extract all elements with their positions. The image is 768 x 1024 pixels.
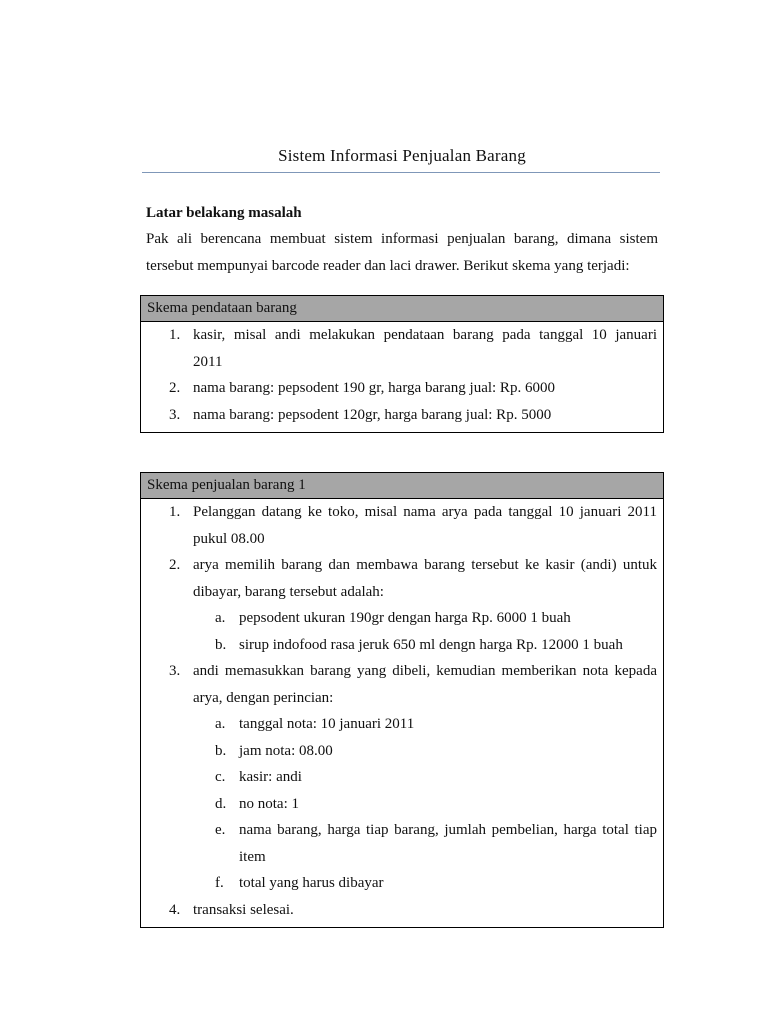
sub-list-item: [193, 605, 657, 632]
sub-list-item: [193, 632, 657, 659]
sub-list-item-text: item: [239, 848, 266, 865]
list-marker: 1.: [169, 327, 181, 343]
list-item-text: andi memasukkan barang yang dibeli, kemudian memberikan nota kepada: [193, 663, 657, 679]
list-item-text: arya memilih barang dan membawa barang tersebut ke kasir (andi) untuk: [193, 557, 657, 573]
sub-list-marker: f.: [215, 875, 224, 891]
sub-list-item-text: jam nota: 08.00: [239, 742, 333, 759]
scheme-penjualan-box: [140, 472, 664, 928]
list-item: [141, 402, 657, 429]
list-marker: 3.: [169, 406, 181, 423]
sub-list-marker: a.: [215, 716, 226, 732]
sub-list-item: [193, 817, 657, 870]
scheme-pendataan-box: [140, 295, 664, 433]
list-item-text: Pelanggan datang ke toko, misal nama arya pada tanggal 10 januari 2011: [193, 504, 657, 520]
scheme-body: [141, 499, 663, 927]
lettered-list: [193, 605, 657, 658]
list-marker: 4.: [169, 901, 181, 918]
sub-list-item-text: total yang harus dibayar: [239, 875, 384, 891]
sub-list-item-text: sirup indofood rasa jeruk 650 ml dengn harga Rp. 12000 1 buah: [239, 636, 623, 653]
list-item-text: arya, dengan perincian:: [193, 689, 334, 706]
intro-line: tersebut mempunyai barcode reader dan laci drawer. Berikut skema yang terjadi:: [146, 258, 630, 274]
sub-list-item: [193, 791, 657, 818]
sub-list-item-text: kasir: andi: [239, 769, 302, 785]
list-item: [141, 375, 657, 402]
list-item-text: dibayar, barang tersebut adalah:: [193, 583, 384, 600]
numbered-list: [141, 322, 657, 428]
sub-list-marker: b.: [215, 742, 227, 759]
sub-list-item-text: no nota: 1: [239, 795, 299, 812]
title-underline: [142, 172, 660, 173]
sub-list-item: [193, 738, 657, 765]
list-item-text: transaksi selesai.: [193, 901, 294, 918]
numbered-list: [141, 499, 657, 923]
list-item: [141, 552, 657, 658]
sub-list-marker: d.: [215, 795, 227, 812]
list-item-text: pukul 08.00: [193, 530, 265, 547]
sub-list-item-text: tanggal nota: 10 januari 2011: [239, 716, 415, 732]
intro-line: Pak ali berencana membuat sistem informasi penjualan barang, dimana sistem: [146, 231, 658, 247]
section-heading: Latar belakang masalah: [146, 205, 302, 221]
scheme-body: [141, 322, 663, 432]
scheme-header: Skema penjualan barang 1: [141, 473, 663, 499]
sub-list-marker: b.: [215, 636, 227, 653]
intro-paragraph: [146, 226, 658, 280]
lettered-list: [193, 711, 657, 897]
sub-list-marker: a.: [215, 610, 226, 626]
list-item: [141, 499, 657, 552]
sub-list-marker: e.: [215, 822, 226, 838]
list-marker: 2.: [169, 557, 181, 573]
sub-list-item-text: pepsodent ukuran 190gr dengan harga Rp. 6000 1 buah: [239, 610, 571, 626]
list-item: [141, 322, 657, 375]
list-item-text: nama barang: pepsodent 120gr, harga barang jual: Rp. 5000: [193, 406, 552, 423]
list-item-text: nama barang: pepsodent 190 gr, harga barang jual: Rp. 6000: [193, 380, 555, 396]
list-item: [141, 897, 657, 924]
document-title: Sistem Informasi Penjualan Barang: [278, 146, 526, 165]
sub-list-item: [193, 711, 657, 738]
scheme-header: Skema pendataan barang: [141, 296, 663, 322]
sub-list-marker: c.: [215, 769, 226, 785]
list-item: [141, 658, 657, 897]
intro-section: [146, 200, 658, 280]
sub-list-item: [193, 764, 657, 791]
list-marker: 3.: [169, 663, 181, 679]
list-item-text: kasir, misal andi melakukan pendataan barang pada tanggal 10 januari: [193, 327, 657, 343]
list-marker: 2.: [169, 380, 181, 396]
sub-list-item: [193, 870, 657, 897]
list-item-text: 2011: [193, 353, 223, 370]
sub-list-item-text: nama barang, harga tiap barang, jumlah pembelian, harga total tiap: [239, 822, 657, 838]
list-marker: 1.: [169, 504, 181, 520]
